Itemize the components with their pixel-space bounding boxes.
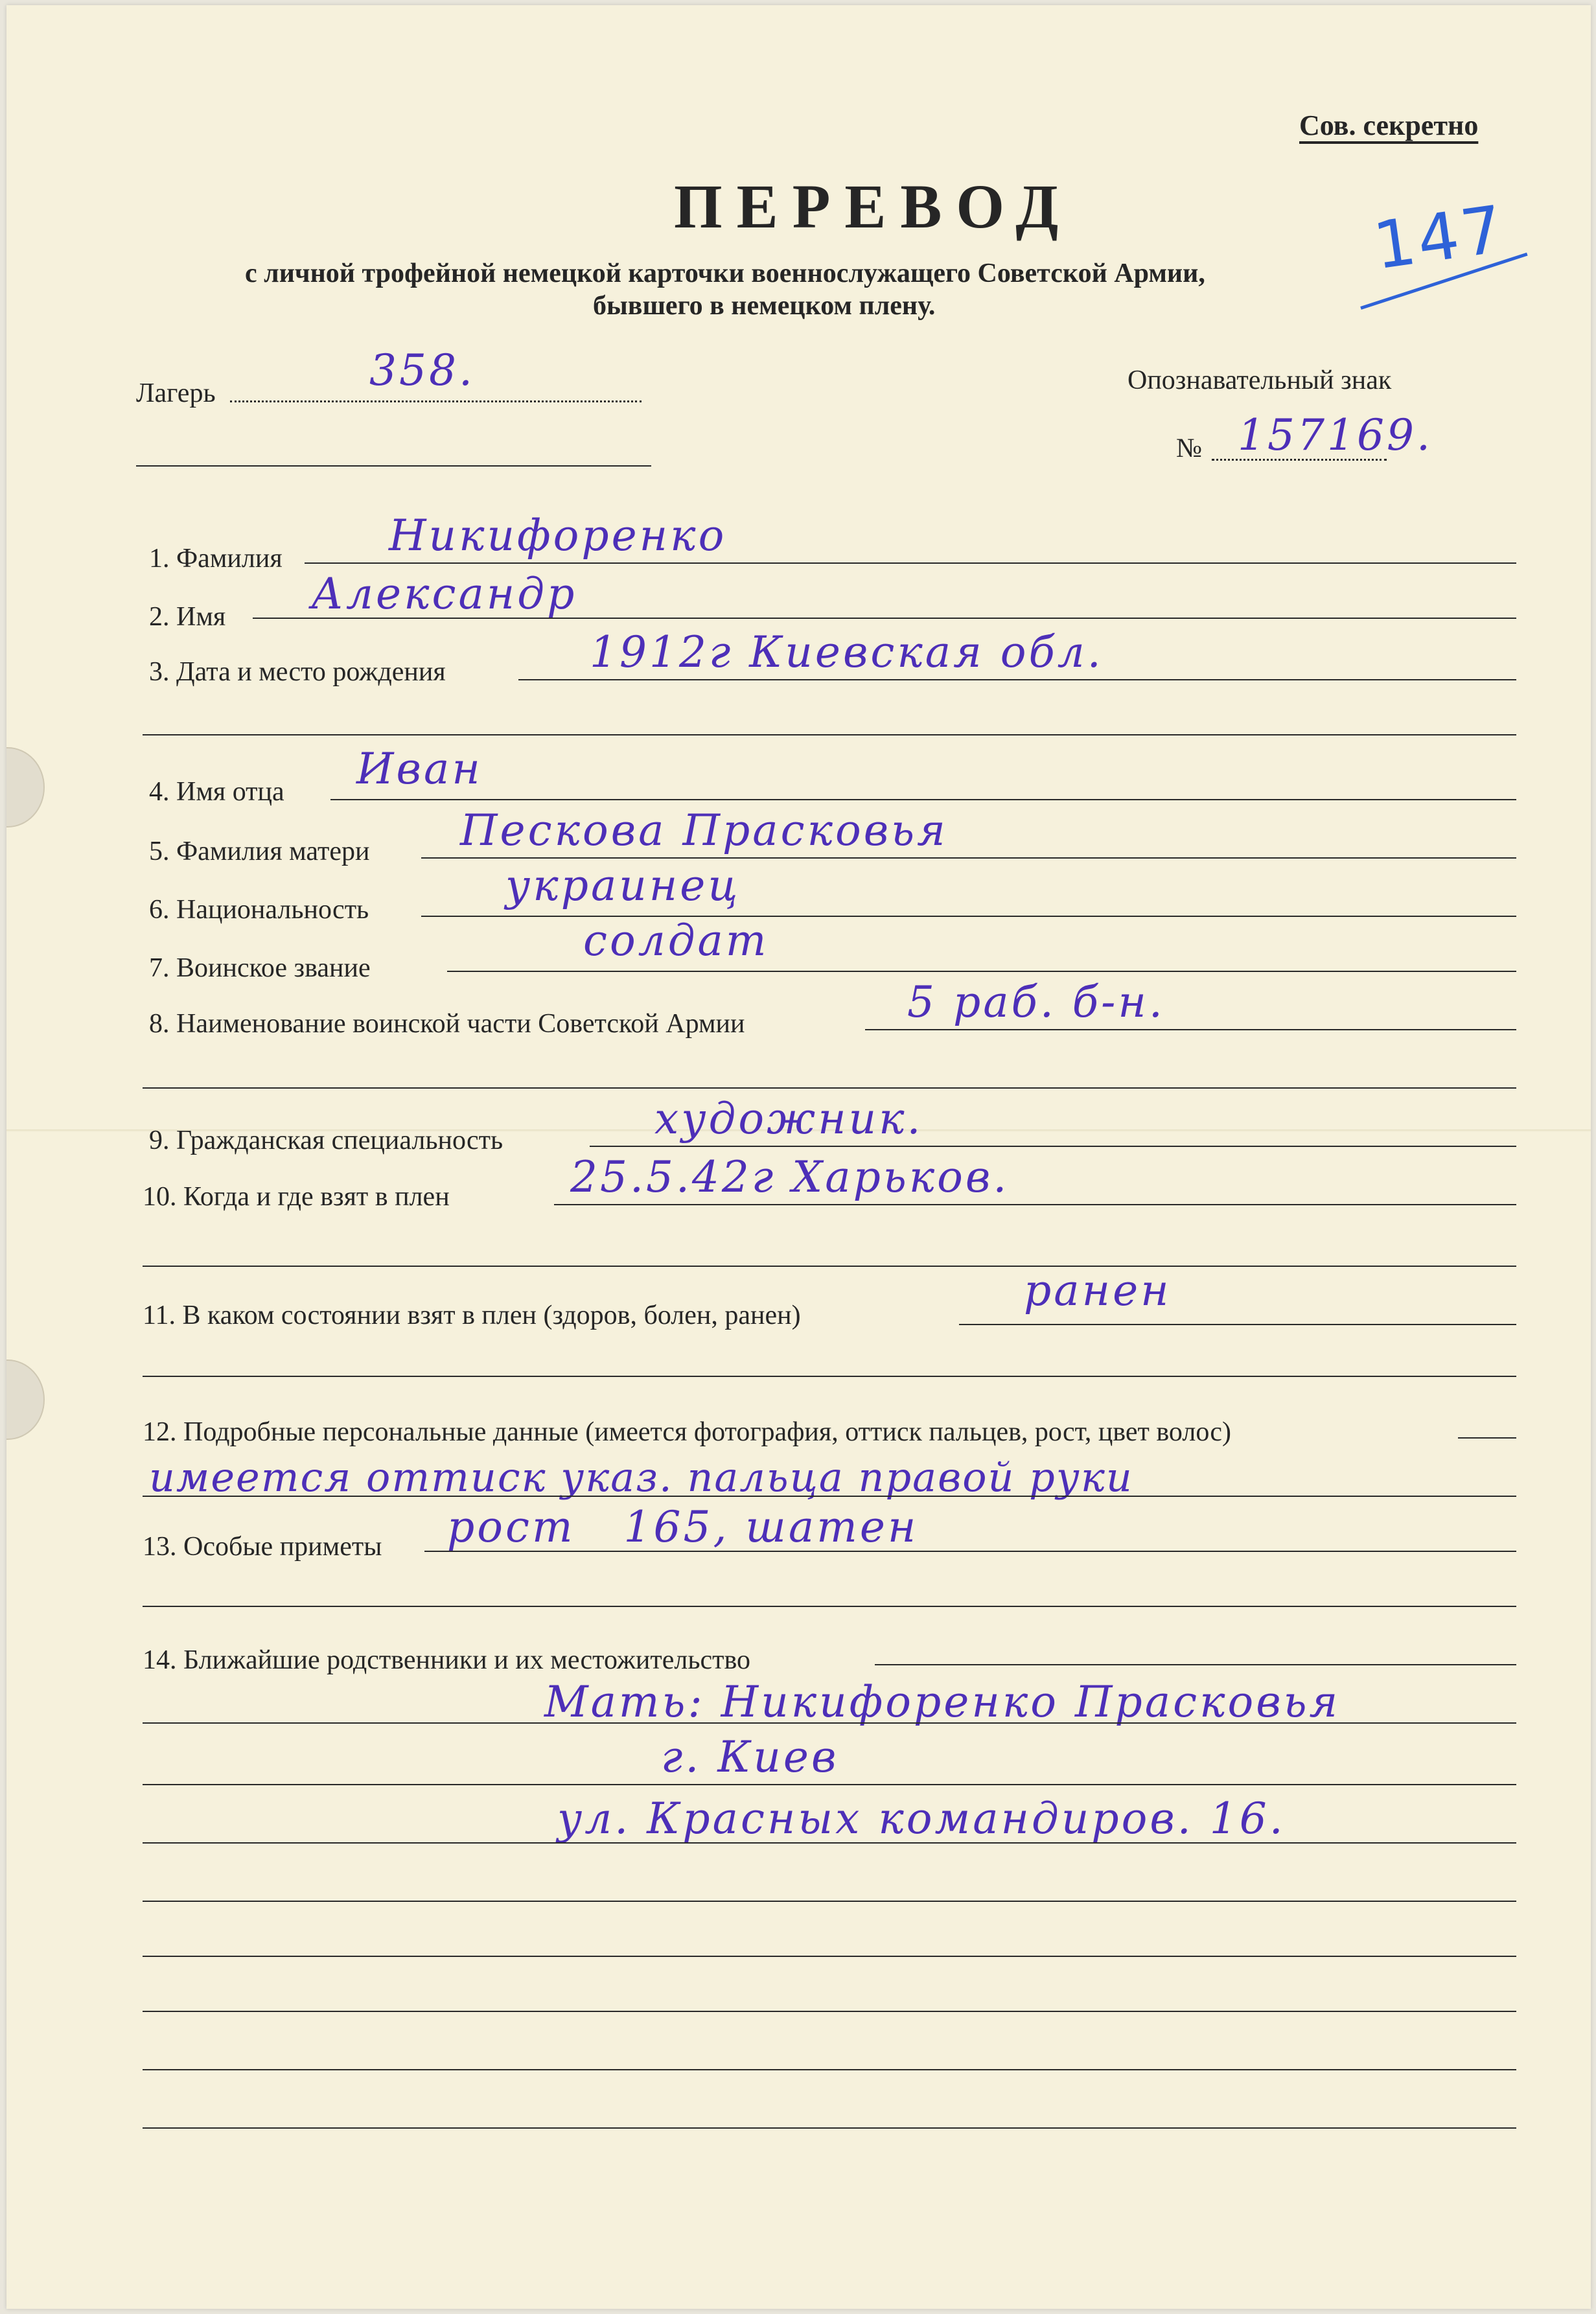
field-personal-data-extra-line (143, 1496, 1516, 1497)
field-unit-value: 5 раб. б-н. (907, 977, 1165, 1027)
field-rank-label: 7. Воинское звание (149, 953, 371, 983)
field-father-value: Иван (356, 744, 483, 794)
relatives-line-1: Мать: Никифоренко Прасковья (544, 1677, 1341, 1727)
field-surname-line (305, 562, 1516, 564)
field-surname-label: 1. Фамилия (149, 544, 283, 573)
field-condition-extra-line (143, 1376, 1516, 1377)
field-name-value: Александр (311, 569, 577, 619)
field-profession-line (590, 1146, 1516, 1147)
relatives-line-3: ул. Красных командиров. 16. (557, 1794, 1286, 1844)
field-name-label: 2. Имя (149, 602, 226, 632)
camp-extra-line (136, 465, 651, 467)
relatives-rule-6 (143, 2011, 1516, 2012)
field-capture-line (554, 1204, 1516, 1205)
field-profession-label: 9. Гражданская специальность (149, 1126, 503, 1155)
relatives-rule-7 (143, 2069, 1516, 2070)
camp-dotted-line (230, 400, 642, 402)
field-father-line (330, 799, 1516, 800)
field-condition-value: ранен (1024, 1266, 1172, 1315)
field-features-extra-line (143, 1606, 1516, 1607)
id-tag-value: 157169. (1238, 410, 1433, 460)
relatives-rule-4 (143, 1901, 1516, 1902)
field-birth-label: 3. Дата и место рождения (149, 657, 446, 687)
field-father-label: 4. Имя отца (149, 777, 284, 807)
field-surname-value: Никифоренко (389, 511, 727, 561)
field-capture-value: 25.5.42г Харьков. (570, 1152, 1010, 1202)
document-sheet (6, 5, 1591, 2309)
relatives-rule-8 (143, 2127, 1516, 2129)
field-relatives-label: 14. Ближайшие родственники и их местожительство (143, 1645, 751, 1675)
field-mother-line (421, 857, 1516, 859)
document-subtitle-line1: с личной трофейной немецкой карточки военнослужащего Советской Армии, (245, 259, 1205, 288)
camp-label: Лагерь (136, 378, 216, 408)
field-rank-value: солдат (583, 916, 769, 966)
field-capture-extra-line (143, 1266, 1516, 1267)
camp-value: 358. (369, 345, 475, 395)
relatives-rule-1 (143, 1722, 1516, 1724)
field-nationality-value: украинец (505, 861, 741, 910)
field-profession-value: художник. (654, 1094, 923, 1144)
field-personal-data-line (1458, 1437, 1516, 1439)
field-condition-line (959, 1324, 1516, 1325)
field-mother-value: Пескова Прасковья (460, 805, 948, 855)
field-rank-line (447, 971, 1516, 972)
field-features-label: 13. Особые приметы (143, 1532, 382, 1562)
punch-hole-bottom (6, 1359, 45, 1440)
field-birth-value: 1912г Киевская обл. (590, 627, 1104, 677)
field-unit-extra-line (143, 1087, 1516, 1089)
field-features-value: рост 165, шатен (447, 1502, 919, 1552)
punch-hole-top (6, 747, 45, 827)
field-personal-data-value: имеется оттиск указ. пальца правой руки (149, 1453, 1133, 1501)
field-nationality-label: 6. Национальность (149, 895, 369, 925)
field-condition-label: 11. В каком состоянии взят в плен (здоров, болен, ранен) (143, 1301, 801, 1330)
field-birth-extra-line (143, 734, 1516, 735)
field-mother-label: 5. Фамилия матери (149, 837, 370, 866)
relatives-rule-5 (143, 1956, 1516, 1957)
id-tag-label: Опознавательный знак (1128, 365, 1392, 395)
document-title: ПЕРЕВОД (674, 172, 1073, 241)
field-birth-line (518, 679, 1516, 680)
field-personal-data-label: 12. Подробные персональные данные (имеется фотография, оттиск пальцев, рост, цвет волос) (143, 1417, 1231, 1447)
relatives-line-2: г. Киев (661, 1732, 839, 1782)
relatives-rule-3 (143, 1842, 1516, 1844)
field-capture-label: 10. Когда и где взят в плен (143, 1182, 450, 1212)
field-relatives-line (875, 1664, 1516, 1665)
field-unit-label: 8. Наименование воинской части Советской Армии (149, 1009, 745, 1039)
id-tag-number-sign: № (1176, 434, 1203, 463)
document-subtitle-line2: бывшего в немецком плену. (593, 291, 936, 321)
field-unit-line (865, 1029, 1516, 1030)
classification-stamp: Сов. секретно (1299, 110, 1479, 141)
margin-number: 147 (1369, 191, 1510, 284)
relatives-rule-2 (143, 1784, 1516, 1785)
